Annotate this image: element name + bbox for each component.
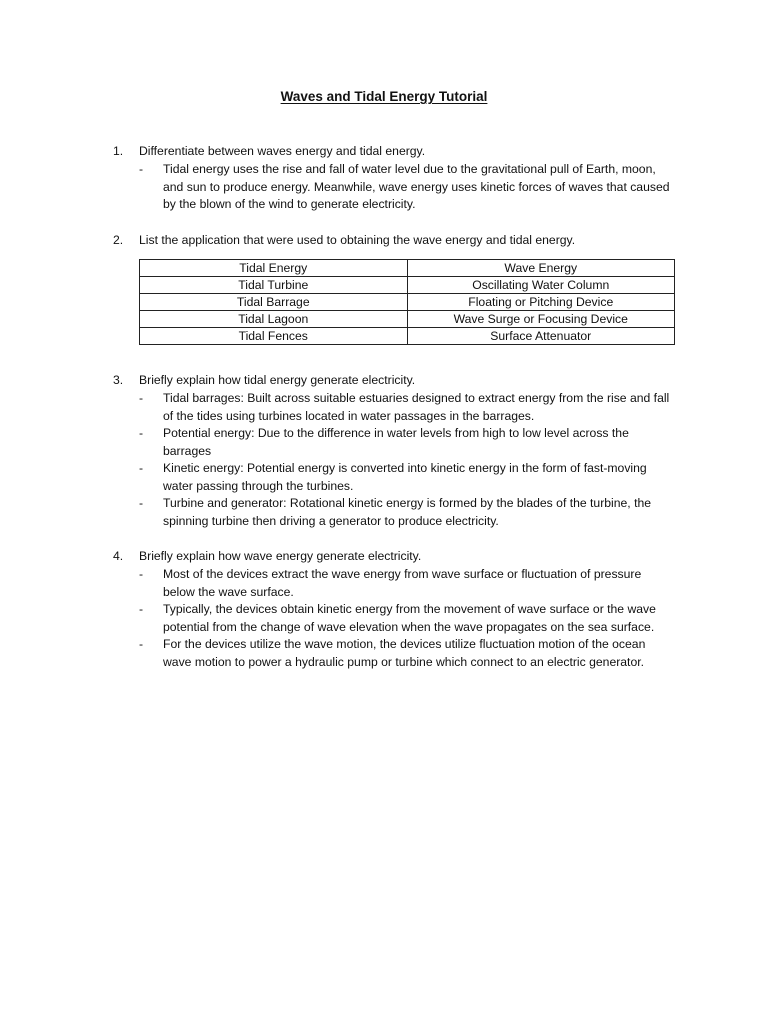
answer-text: Potential energy: Due to the difference in water levels from high to low level across the barrages [163, 426, 629, 458]
answer-item [113, 495, 673, 530]
answer-list [113, 566, 693, 671]
answer-item [113, 390, 673, 425]
bullet-dash: - [139, 461, 144, 475]
question-number: 1. [113, 144, 124, 158]
table-cell: Tidal Turbine [140, 277, 408, 294]
answer-text: Tidal barrages: Built across suitable estuaries designed to extract energy from the rise and fall of the tides using turbines located in water passages in the barrages. [163, 391, 670, 423]
answer-item [113, 460, 673, 495]
table-cell: Oscillating Water Column [407, 277, 675, 294]
answer-item [113, 566, 673, 601]
table-row [140, 328, 675, 345]
question-text: List the application that were used to obtaining the wave energy and tidal energy. [139, 233, 576, 247]
bullet-dash: - [139, 426, 144, 440]
question-number: 3. [113, 373, 124, 387]
answer-list [113, 390, 693, 530]
table-row [140, 311, 675, 328]
answer-item [113, 636, 673, 671]
answer-text: Kinetic energy: Potential energy is converted into kinetic energy in the form of fast-moving water passing through the turbines. [163, 461, 647, 493]
answer-item [113, 601, 673, 636]
table-cell: Surface Attenuator [407, 328, 675, 345]
question-text: Differentiate between waves energy and tidal energy. [139, 144, 426, 158]
answer-text: Most of the devices extract the wave energy from wave surface or fluctuation of pressure below the wave surface. [163, 567, 642, 599]
document-title: Waves and Tidal Energy Tutorial [280, 89, 488, 104]
question-text: Briefly explain how wave energy generate electricity. [139, 549, 422, 563]
bullet-dash: - [139, 637, 144, 651]
answer-text: Tidal energy uses the rise and fall of water level due to the gravitational pull of Earth, moon, and sun to produce energy. Meanwhile, wave energy uses kinetic forces of waves that caused by the blown of the wind to generate electricity. [163, 162, 670, 211]
table-cell: Tidal Lagoon [140, 311, 408, 328]
answer-text: For the devices utilize the wave motion, the devices utilize fluctuation motion of the ocean wave motion to power a hydraulic pump or turbine which connect to an electric generator. [163, 637, 646, 669]
table-header-cell: Wave Energy [407, 260, 675, 277]
bullet-dash: - [139, 602, 144, 616]
answer-list [113, 161, 693, 214]
answer-item [113, 425, 673, 460]
question-number: 4. [113, 549, 124, 563]
bullet-dash: - [139, 567, 144, 581]
table-cell: Tidal Barrage [140, 294, 408, 311]
question-number: 2. [113, 233, 124, 247]
question-text: Briefly explain how tidal energy generate electricity. [139, 373, 416, 387]
answer-text: Typically, the devices obtain kinetic energy from the movement of wave surface or the wave potential from the change of wave elevation when the wave propagates on the sea surface. [163, 602, 656, 634]
bullet-dash: - [139, 496, 144, 510]
answer-text: Turbine and generator: Rotational kinetic energy is formed by the blades of the turbine, the spinning turbine then driving a generator to produce electricity. [163, 496, 652, 528]
energy-applications-table [139, 259, 675, 345]
table-header-row [140, 260, 675, 277]
table-header-cell: Tidal Energy [140, 260, 408, 277]
bullet-dash: - [139, 162, 144, 176]
table-cell: Floating or Pitching Device [407, 294, 675, 311]
bullet-dash: - [139, 391, 144, 405]
table-cell: Wave Surge or Focusing Device [407, 311, 675, 328]
table-row [140, 277, 675, 294]
table-row [140, 294, 675, 311]
table-cell: Tidal Fences [140, 328, 408, 345]
answer-item [113, 161, 673, 214]
